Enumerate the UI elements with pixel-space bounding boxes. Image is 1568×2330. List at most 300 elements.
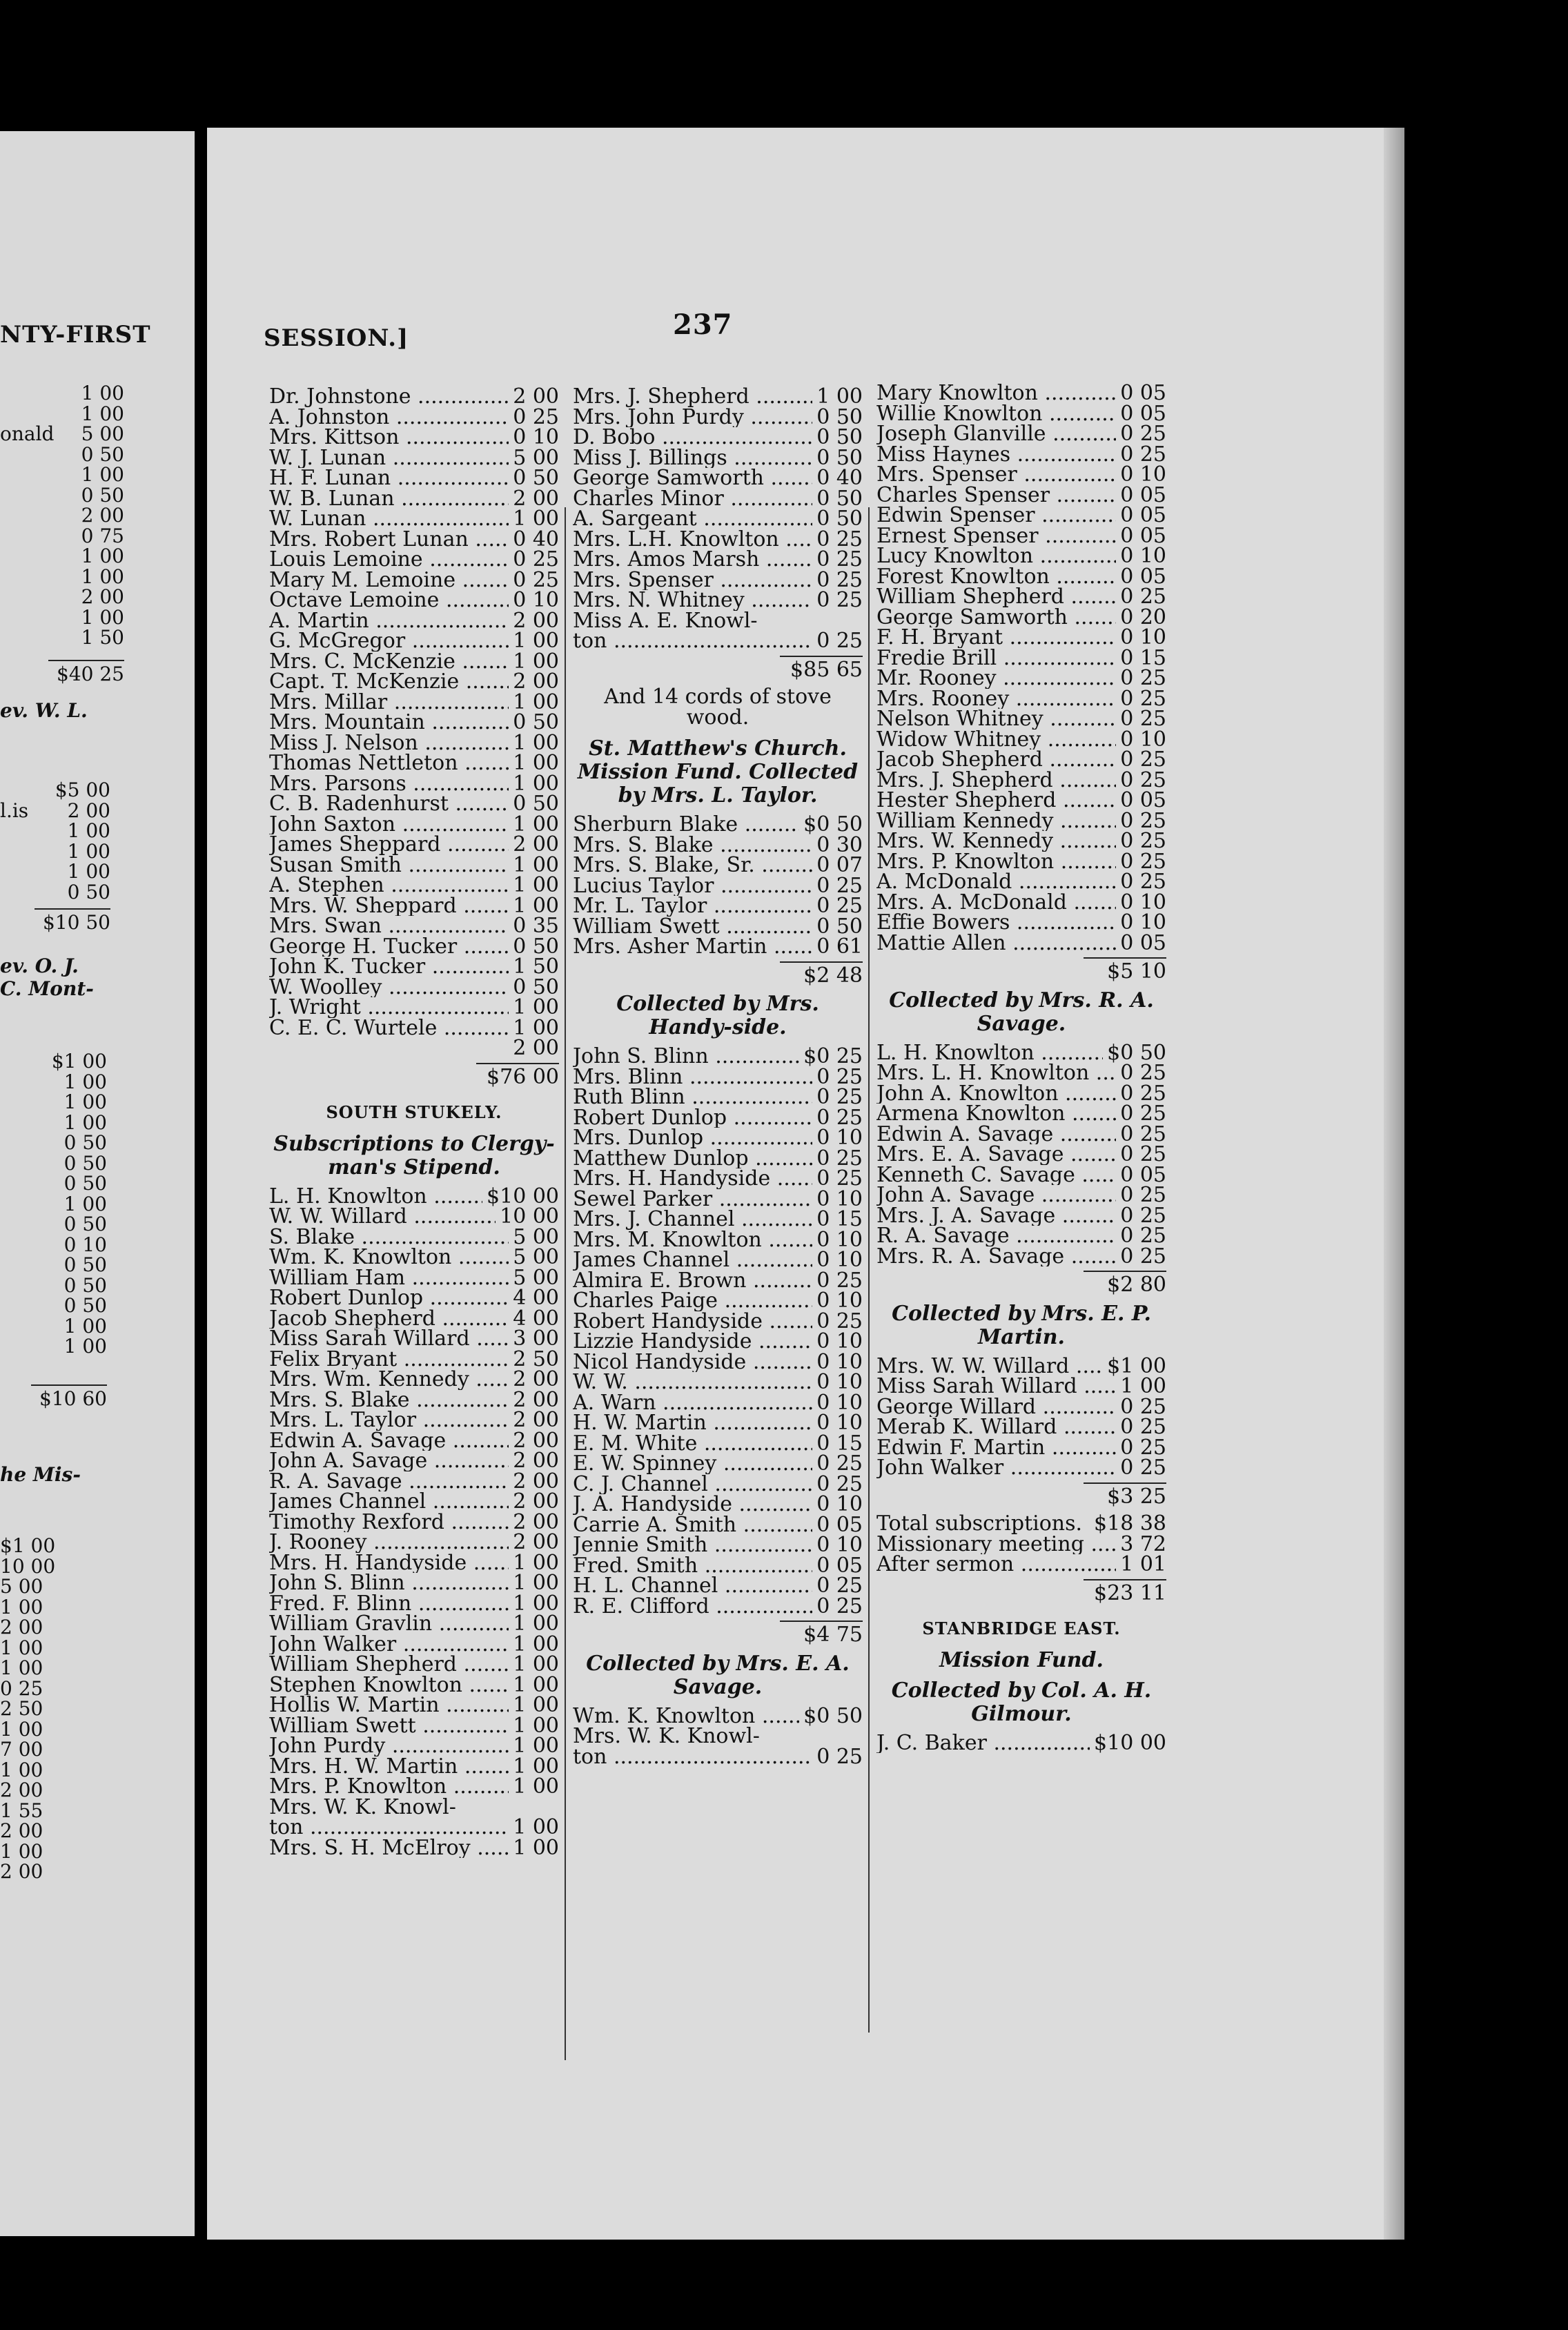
entry-name: Mrs. Parsons ..... xyxy=(269,774,509,794)
entry-amount: 0 25 xyxy=(816,1268,863,1293)
entry-row xyxy=(573,590,863,611)
handyside-title: Collected by Mrs. Handy-side. xyxy=(616,992,819,1039)
entry-amount: 0 50 xyxy=(513,792,559,816)
entry-row xyxy=(573,1494,863,1515)
entry-row xyxy=(573,814,863,835)
entry-name: Missionary meeting ..... xyxy=(876,1534,1116,1555)
entry-amount: 1 00 xyxy=(0,1595,43,1618)
entry-name: William Swett ..... xyxy=(269,1716,509,1736)
entry-amount: 0 25 xyxy=(1120,1142,1166,1166)
entry-name: C. B. Radenhurst ..... xyxy=(269,794,509,814)
entry-amount: 0 10 xyxy=(1120,910,1166,934)
left-block1 xyxy=(0,383,124,648)
entry-row xyxy=(269,1306,559,1331)
entry-row xyxy=(269,1349,559,1370)
entry-name: Sherburn Blake ..... xyxy=(573,814,799,835)
entry-row xyxy=(269,509,559,529)
entry-amount: 1 00 xyxy=(513,1734,559,1758)
entry-amount: 5 00 xyxy=(513,445,559,470)
entry-row xyxy=(269,404,559,429)
entry-row xyxy=(0,1316,107,1337)
entry-row xyxy=(573,1105,863,1130)
entry-row xyxy=(573,1471,863,1496)
entry-amount: 0 25 xyxy=(1120,1061,1166,1085)
entry-amount: 5 00 xyxy=(81,422,124,445)
entry-name: Timothy Rexford ..... xyxy=(269,1512,509,1533)
entry-name: George H. Tucker ..... xyxy=(269,937,509,957)
entry-name: L. H. Knowlton ..... xyxy=(876,1043,1103,1064)
entry-row xyxy=(269,875,559,896)
entry-amount: 0 25 xyxy=(513,567,559,592)
entry-amount: 0 25 xyxy=(1120,1394,1166,1419)
entry-amount: 0 50 xyxy=(816,507,863,531)
entry-row xyxy=(573,386,863,407)
entry-name: Mary M. Lemoine ..... xyxy=(269,570,509,591)
entry-row xyxy=(876,709,1166,730)
entry-name: D. Bobo ..... xyxy=(573,427,812,448)
entry-row xyxy=(269,1550,559,1575)
entry-amount: 1 00 xyxy=(513,1015,559,1040)
entry-name: James Sheppard ..... xyxy=(269,834,509,855)
entry-name: Edwin A. Savage ..... xyxy=(876,1124,1116,1145)
entry-row xyxy=(876,1394,1166,1419)
entry-row xyxy=(269,468,559,489)
entry-row xyxy=(876,668,1166,689)
entry-name: Mrs. Spenser ..... xyxy=(876,464,1116,485)
entry-amount: 1 00 xyxy=(513,1754,559,1779)
entry-amount: 1 00 xyxy=(513,730,559,755)
entry-amount: 1 00 xyxy=(513,1652,559,1676)
col3-total-4: $23 11 xyxy=(1084,1579,1166,1604)
entry-amount: 1 00 xyxy=(67,839,110,863)
entry-amount: 1 00 xyxy=(513,1693,559,1717)
entry-name: Hester Shepherd ..... xyxy=(876,790,1116,811)
entry-row xyxy=(0,1255,107,1275)
entry-amount: 10 00 xyxy=(0,1554,56,1578)
entry-name: Lucius Taylor ..... xyxy=(573,876,812,897)
entry-row xyxy=(269,669,559,694)
entry-row xyxy=(0,861,110,882)
col2-total-3: $4 75 xyxy=(780,1621,863,1645)
entry-name: Mrs. W. Sheppard ..... xyxy=(269,896,509,917)
entry-row xyxy=(269,590,559,611)
entry-row xyxy=(573,1064,863,1089)
entry-amount: 2 00 xyxy=(513,384,559,409)
entry-row xyxy=(269,649,559,674)
entry-name: James Channel ..... xyxy=(269,1491,509,1512)
entry-name: A. Johnston ..... xyxy=(269,407,509,428)
entry-amount: 1 00 xyxy=(67,819,110,842)
entry-name: Mrs. S. Blake ..... xyxy=(269,1390,509,1411)
entry-row xyxy=(573,914,863,939)
entry-amount: 0 20 xyxy=(1120,605,1166,629)
entry-name: Lizzie Handyside ..... xyxy=(573,1331,812,1352)
stanbridge-heading: STANBRIDGE EAST. xyxy=(922,1618,1121,1638)
entry-name: Hollis W. Martin ..... xyxy=(269,1695,509,1716)
entry-amount: 0 10 xyxy=(816,1126,863,1150)
entry-amount: 1 00 xyxy=(513,689,559,714)
entry-amount: 0 25 xyxy=(1120,585,1166,609)
entry-amount: 0 10 xyxy=(816,1492,863,1516)
entry-row xyxy=(0,1576,66,1597)
entry-amount: 2 00 xyxy=(513,1469,559,1494)
entry-amount: 0 25 xyxy=(1120,442,1166,467)
entry-amount: 2 00 xyxy=(0,1779,43,1801)
entry-amount: 0 05 xyxy=(1120,523,1166,548)
entry-amount: 0 25 xyxy=(1120,1456,1166,1480)
entry-name: W. J. Lunan ..... xyxy=(269,448,509,469)
entry-name: Armena Knowlton ..... xyxy=(876,1104,1116,1124)
entry-row xyxy=(269,1369,559,1390)
entry-row xyxy=(269,916,559,937)
entry-amount: 0 75 xyxy=(81,524,124,547)
entry-name: A. Stephen ..... xyxy=(269,875,509,896)
entry-row xyxy=(573,1512,863,1537)
entry-name: Mrs. A. McDonald ..... xyxy=(876,892,1116,913)
entry-row xyxy=(0,1597,66,1618)
entry-amount: 0 25 xyxy=(1120,686,1166,711)
entry-amount: $5 00 xyxy=(55,779,110,801)
entry-row xyxy=(269,1265,559,1290)
entry-amount: 2 00 xyxy=(513,1036,559,1060)
entry-amount: 4 00 xyxy=(513,1286,559,1310)
entry-name: Mrs. J. Shepherd ..... xyxy=(573,386,812,407)
entry-row xyxy=(269,893,559,918)
entry-amount: 1 00 xyxy=(67,860,110,883)
entry-amount: 1 00 xyxy=(513,995,559,1019)
entry-name: Widow Whitney ..... xyxy=(876,730,1116,750)
entry-name: Robert Handyside ..... xyxy=(573,1311,812,1332)
entry-amount: 0 05 xyxy=(816,1553,863,1578)
entry-amount: 0 10 xyxy=(1120,462,1166,487)
entry-name: Mrs. H. Handyside ..... xyxy=(573,1168,812,1189)
entry-row xyxy=(269,1491,559,1512)
entry-amount: 0 10 xyxy=(1120,890,1166,914)
entry-name: John K. Tucker ..... xyxy=(269,957,509,977)
entry-row xyxy=(876,1063,1166,1084)
entry-row xyxy=(876,546,1166,567)
entry-amount: 1 00 xyxy=(81,565,124,588)
entry-row xyxy=(0,1658,66,1678)
entry-amount: 0 10 xyxy=(816,1329,863,1353)
entry-name: Robert Dunlop ..... xyxy=(573,1108,812,1128)
entry-amount: 0 05 xyxy=(1120,381,1166,405)
entry-name: Charles Minor ..... xyxy=(573,489,812,509)
entry-amount: 1 00 xyxy=(513,507,559,531)
entry-name: Joseph Glanville ..... xyxy=(876,424,1116,444)
gilmour-title: Collected by Col. A. H. Gilmour. xyxy=(891,1678,1152,1726)
entry-row xyxy=(0,444,124,465)
entry-name: Dr. Johnstone ..... xyxy=(269,386,509,407)
entry-amount: 0 05 xyxy=(1120,930,1166,955)
entry-name: Mrs. M. Knowlton ..... xyxy=(573,1230,812,1251)
entry-amount: 0 50 xyxy=(816,425,863,449)
col3-total-3: $3 25 xyxy=(1084,1482,1166,1507)
entry-row xyxy=(269,934,559,959)
entry-amount: 2 00 xyxy=(513,1367,559,1391)
col2-total-2: $2 48 xyxy=(780,961,863,986)
entry-row xyxy=(269,529,559,550)
entry-row xyxy=(0,1336,107,1357)
col3-list xyxy=(876,383,1166,953)
entry-amount: 1 00 xyxy=(0,1839,43,1863)
entry-name: Mattie Allen ..... xyxy=(876,933,1116,954)
entry-amount: $0 50 xyxy=(803,812,863,836)
entry-row xyxy=(876,1081,1166,1106)
entry-row xyxy=(269,1471,559,1492)
entry-amount: 0 40 xyxy=(816,466,863,490)
entry-amount: 1 00 xyxy=(513,873,559,897)
entry-amount: 1 00 xyxy=(513,1713,559,1738)
entry-amount: 0 25 xyxy=(816,1085,863,1109)
entry-amount: 2 00 xyxy=(513,486,559,511)
entry-name: Mrs. W. W. Willard ..... xyxy=(876,1356,1103,1377)
col1-list xyxy=(269,386,559,1059)
entry-amount: 2 00 xyxy=(513,608,559,633)
entry-amount: 1 00 xyxy=(513,1591,559,1616)
entry-name: Mrs. N. Whitney ..... xyxy=(573,590,812,611)
col3-ra-savage-list xyxy=(876,1040,1166,1269)
entry-name: William Swett ..... xyxy=(573,917,812,937)
entry-row xyxy=(876,1144,1166,1165)
entry-amount: 0 50 xyxy=(81,442,124,466)
entry-amount: 0 15 xyxy=(816,1207,863,1231)
entry-amount: 0 50 xyxy=(81,483,124,507)
entry-name: Thomas Nettleton ..... xyxy=(269,753,509,774)
entry-amount: 0 25 xyxy=(1120,1183,1166,1207)
entry-row xyxy=(269,1387,559,1412)
entry-row xyxy=(573,509,863,529)
entry-row xyxy=(876,564,1166,589)
entry-amount: 0 25 xyxy=(1120,1122,1166,1146)
entry-row xyxy=(269,997,559,1018)
entry-row xyxy=(0,1678,66,1699)
entry-name: Kenneth C. Savage ..... xyxy=(876,1165,1116,1186)
entry-row xyxy=(269,1428,559,1453)
left-block3 xyxy=(0,1051,107,1357)
entry-row xyxy=(0,383,124,404)
entry-row xyxy=(0,1194,107,1215)
entry-row xyxy=(269,1186,559,1207)
entry-row xyxy=(876,747,1166,772)
col3-gilmour-list xyxy=(876,1730,1166,1755)
entry-amount: 0 50 xyxy=(513,466,559,490)
entry-row xyxy=(573,1291,863,1311)
entry-row xyxy=(269,631,559,652)
entry-name: C. J. Channel ..... xyxy=(573,1474,812,1495)
entry-amount: 1 00 xyxy=(0,1758,43,1781)
col1-subscriptions-list xyxy=(269,1186,559,1859)
entry-row xyxy=(876,1040,1166,1065)
entry-row xyxy=(0,1617,66,1638)
entry-name: Mrs. Robert Lunan ..... xyxy=(269,529,509,550)
column-3 xyxy=(876,383,1166,1753)
entry-amount: 0 25 xyxy=(816,527,863,551)
entry-row xyxy=(269,977,559,998)
entry-row xyxy=(573,1596,863,1617)
entry-name: W. B. Lunan ..... xyxy=(269,489,509,509)
entry-name: Ruth Blinn ..... xyxy=(573,1087,812,1108)
entry-name: Miss J. Nelson ..... xyxy=(269,733,509,754)
entry-row xyxy=(0,801,110,821)
col2-handyside-list xyxy=(573,1046,863,1616)
entry-amount: 5 00 xyxy=(513,1245,559,1269)
entry-amount: 0 25 xyxy=(513,404,559,429)
entry-name: John Walker ..... xyxy=(876,1458,1116,1478)
entry-row xyxy=(269,1532,559,1553)
entry-row xyxy=(269,1713,559,1738)
entry-row xyxy=(269,1509,559,1534)
entry-row xyxy=(269,1614,559,1634)
entry-row xyxy=(573,1268,863,1293)
entry-name: William Kennedy ..... xyxy=(876,811,1116,832)
entry-name: John Purdy ..... xyxy=(269,1736,509,1756)
entry-amount: $0 50 xyxy=(1107,1040,1166,1065)
entry-amount: 0 25 xyxy=(1120,870,1166,894)
entry-name: Miss Haynes ..... xyxy=(876,444,1116,465)
left-block2-title: ev. W. L. xyxy=(0,699,88,722)
entry-amount: 0 50 xyxy=(63,1151,107,1175)
entry-amount: 1 00 xyxy=(513,649,559,674)
entry-row xyxy=(573,1046,863,1067)
main-page xyxy=(207,128,1404,2240)
entry-row xyxy=(0,1821,66,1841)
entry-amount: 1 00 xyxy=(81,382,124,404)
entry-row xyxy=(876,1185,1166,1206)
entry-amount: 0 25 xyxy=(1120,747,1166,772)
entry-amount: $1 00 xyxy=(1107,1353,1166,1378)
entry-name: Capt. T. McKenzie ..... xyxy=(269,672,509,692)
entry-row xyxy=(573,1726,863,1747)
entry-name: Fredie Brill ..... xyxy=(876,648,1116,669)
entry-amount: 2 00 xyxy=(513,669,559,694)
entry-amount: 1 00 xyxy=(81,463,124,486)
entry-name: Edwin F. Martin ..... xyxy=(876,1438,1116,1458)
entry-amount: 1 00 xyxy=(81,605,124,629)
entry-amount: 2 50 xyxy=(513,1347,559,1371)
col3-ep-martin-list xyxy=(876,1353,1166,1480)
ep-martin-title: Collected by Mrs. E. P. Martin. xyxy=(892,1301,1151,1349)
entry-name: H. F. Lunan ..... xyxy=(269,468,509,489)
entry-row xyxy=(0,1051,107,1072)
entry-name: Lucy Knowlton ..... xyxy=(876,546,1116,567)
entry-amount: 0 25 xyxy=(1120,767,1166,792)
entry-name: Felix Bryant ..... xyxy=(269,1349,509,1370)
entry-row xyxy=(573,1453,863,1474)
entry-amount: 0 10 xyxy=(816,1186,863,1211)
entry-amount: 1 00 xyxy=(513,852,559,877)
entry-row xyxy=(0,1638,66,1658)
entry-row xyxy=(573,1433,863,1454)
entry-amount: 0 10 xyxy=(513,425,559,449)
entry-row xyxy=(0,1072,107,1093)
entry-row xyxy=(269,1776,559,1797)
entry-name: George Samworth ..... xyxy=(876,607,1116,628)
entry-row xyxy=(0,1536,66,1556)
entry-name: Mrs. S. Blake, Sr. ..... xyxy=(573,855,812,876)
entry-name: Mrs. W. K. Knowl- xyxy=(269,1797,456,1817)
entry-amount: 0 25 xyxy=(816,1451,863,1476)
entry-row xyxy=(0,587,124,607)
fund-title: St. Matthew's Church. Mission Fund. Collected by Mrs. L. Taylor. xyxy=(577,736,859,807)
entry-row xyxy=(269,730,559,755)
left-page-header: NTY-FIRST xyxy=(0,321,151,349)
entry-row xyxy=(876,930,1166,955)
entry-name: Edwin Spenser ..... xyxy=(876,505,1116,526)
entry-row xyxy=(0,1092,107,1113)
entry-row xyxy=(0,1110,107,1134)
entry-amount: 0 50 xyxy=(816,486,863,511)
entry-row xyxy=(0,1173,107,1194)
entry-name: Effie Bowers ..... xyxy=(876,912,1116,933)
entry-amount xyxy=(859,1726,863,1747)
entry-row xyxy=(876,401,1166,426)
entry-name: J. A. Handyside ..... xyxy=(573,1494,812,1515)
entry-amount: 1 50 xyxy=(81,626,124,649)
wood-note: And 14 cords of stove wood. xyxy=(604,685,832,730)
entry-row xyxy=(573,1553,863,1578)
entry-row xyxy=(269,1224,559,1249)
entry-name: Edwin A. Savage ..... xyxy=(269,1431,509,1451)
entry-amount: 1 00 xyxy=(81,545,124,567)
entry-row xyxy=(0,841,110,862)
entry-name: Mrs. Swan ..... xyxy=(269,916,509,937)
entry-amount: 1 01 xyxy=(1120,1552,1166,1576)
entry-amount: 0 05 xyxy=(1120,1162,1166,1187)
entry-name: W. Woolley ..... xyxy=(269,977,509,998)
entry-row xyxy=(876,790,1166,811)
entry-row xyxy=(876,1417,1166,1438)
session-header: SESSION.] xyxy=(264,324,409,352)
entry-amount: 5 00 xyxy=(0,1575,43,1598)
entry-name: Merab K. Willard ..... xyxy=(876,1417,1116,1438)
entry-row xyxy=(0,1153,107,1174)
entry-name: Jennie Smith ..... xyxy=(573,1535,812,1556)
entry-row xyxy=(269,567,559,592)
entry-row xyxy=(876,727,1166,752)
entry-row xyxy=(573,529,863,550)
col3-total-1: $5 10 xyxy=(1084,957,1166,982)
entry-row xyxy=(876,1226,1166,1246)
entry-amount: 0 25 xyxy=(816,1166,863,1191)
entry-row xyxy=(573,1535,863,1556)
entry-amount: 0 25 xyxy=(1120,849,1166,874)
entry-amount: 2 00 xyxy=(513,1449,559,1473)
entry-amount: 0 50 xyxy=(816,914,863,939)
entry-name: Mrs. H. W. Martin ..... xyxy=(269,1756,509,1777)
entry-row xyxy=(573,1209,863,1230)
entry-row xyxy=(573,549,863,570)
entry-row xyxy=(269,771,559,796)
entry-amount: 0 25 xyxy=(816,894,863,918)
entry-name: W. W. ..... xyxy=(573,1372,812,1393)
entry-amount: 0 50 xyxy=(63,1253,107,1276)
entry-row xyxy=(573,1349,863,1374)
entry-amount: 0 25 xyxy=(816,873,863,898)
entry-amount: 0 25 xyxy=(1120,1415,1166,1439)
entry-row xyxy=(876,1730,1166,1755)
entry-row xyxy=(269,549,559,570)
left-page-fragment xyxy=(0,131,195,2236)
entry-amount: 1 00 xyxy=(1120,1374,1166,1398)
entry-row xyxy=(269,1247,559,1268)
entry-row xyxy=(876,1104,1166,1124)
entry-name: W. W. Willard ..... xyxy=(269,1206,496,1227)
entry-amount: 1 00 xyxy=(816,384,863,409)
entry-amount: 0 25 xyxy=(1120,1081,1166,1106)
entry-row xyxy=(876,645,1166,670)
entry-name: John Walker ..... xyxy=(269,1634,509,1655)
